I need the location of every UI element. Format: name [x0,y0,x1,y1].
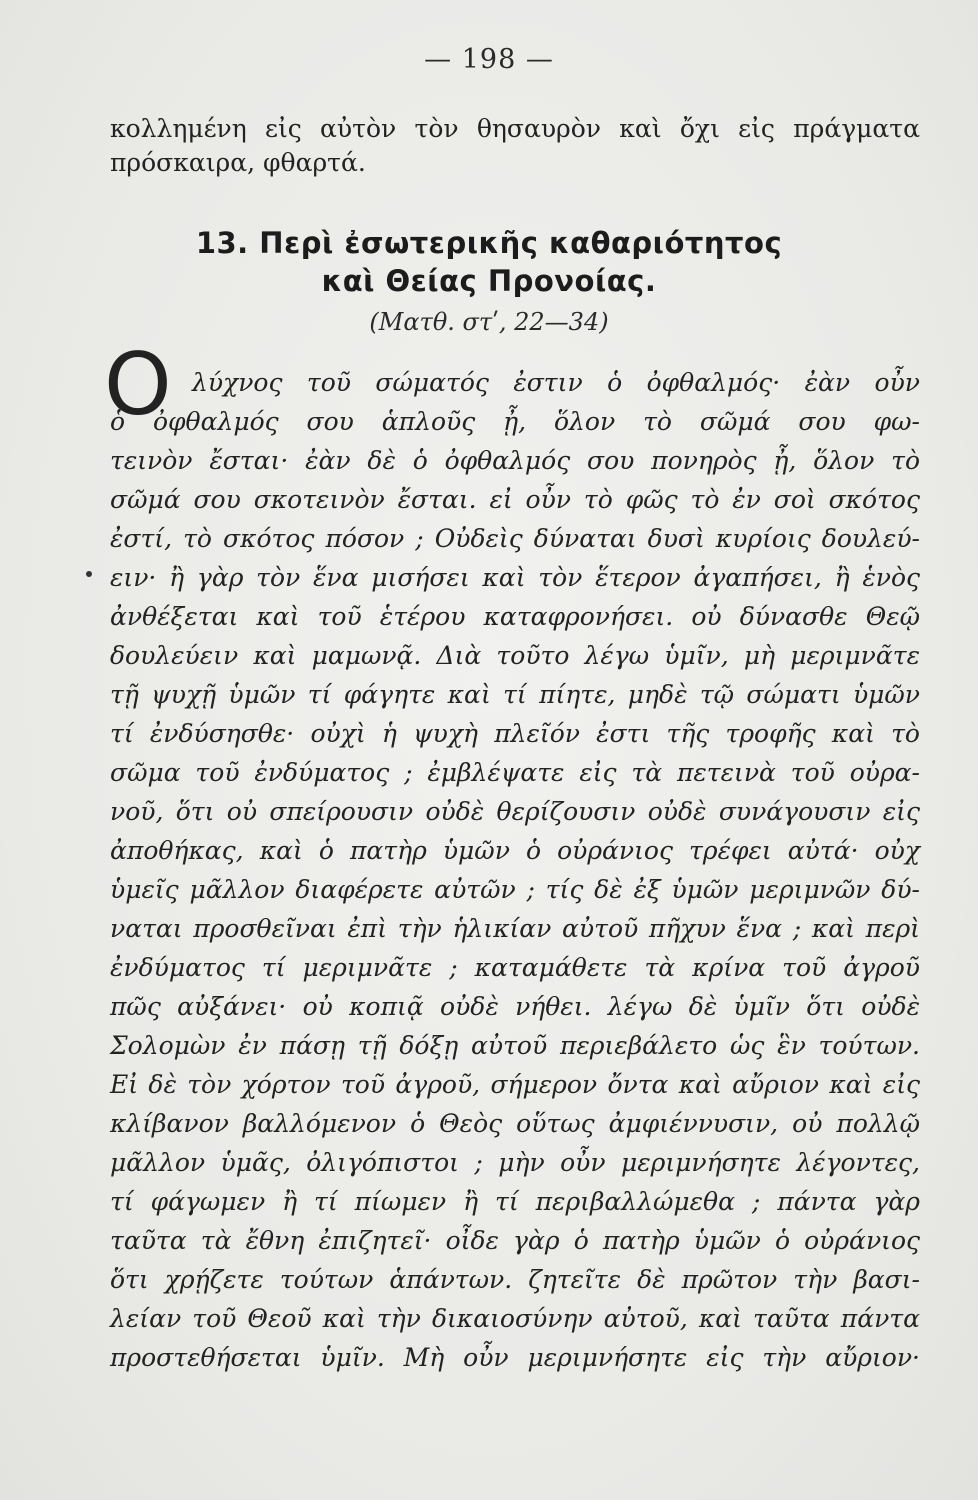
body-line: ταῦτα τὰ ἔθνη ἐπιζητεῖ· οἶδε γὰρ ὁ πατὴρ ὑμῶν ὁ οὐράνιος [110,1226,920,1255]
body-line: τῇ ψυχῇ ὑμῶν τί φάγητε καὶ τί πίητε, μηδὲ τῷ σώματι ὑμῶν [110,680,920,709]
page-number: — 198 — [424,44,554,75]
body-line: ὁ ὀφθαλμός σου ἁπλοῦς ᾖ, ὅλον τὸ σῶμά σου φω- [110,407,920,436]
body-line: σῶμά σου σκοτεινὸν ἔσται. εἰ οὖν τὸ φῶς τὸ ἐν σοὶ σκότος [110,485,920,514]
body-line: σῶμα τοῦ ἐνδύματος ; ἐμβλέψατε εἰς τὰ πετεινὰ τοῦ οὐρα- [110,758,920,787]
continuation-line-1: κολλημένη εἰς αὐτὸν τὸν θησαυρὸν καὶ ὄχι εἰς πράγματα [110,114,920,143]
body-line: Εἰ δὲ τὸν χόρτον τοῦ ἀγροῦ, σήμερον ὄντα καὶ αὔριον καὶ εἰς [110,1070,920,1099]
body-line: ειν· ἢ γὰρ τὸν ἕνα μισήσει καὶ τὸν ἕτερον ἀγαπήσει, ἢ ἑνὸς [110,563,920,592]
body-line: Σολομὼν ἐν πάσῃ τῇ δόξῃ αὐτοῦ περιεβάλετο ὡς ἓν τούτων. [110,1031,920,1060]
body-line: ἀνθέξεται καὶ τοῦ ἑτέρου καταφρονήσει. οὐ δύνασθε Θεῷ [110,602,920,631]
body-line: ὑμεῖς μᾶλλον διαφέρετε αὐτῶν ; τίς δὲ ἐξ ὑμῶν μεριμνῶν δύ- [110,875,920,904]
continuation-line-2: πρόσκαιρα, φθαρτά. [110,148,366,177]
body-line: πῶς αὐξάνει· οὐ κοπιᾷ οὐδὲ νήθει. λέγω δὲ ὑμῖν ὅτι οὐδὲ [110,992,920,1021]
body-line: ἐστί, τὸ σκότος πόσον ; Οὐδεὶς δύναται δυσὶ κυρίοις δουλεύ- [110,524,920,553]
body-line: προστεθήσεται ὑμῖν. Μὴ οὖν μεριμνήσητε εἰς τὴν αὔριον· [110,1343,920,1372]
body-line: τί ἐνδύσησθε· οὐχὶ ἡ ψυχὴ πλεῖόν ἐστι τῆς τροφῆς καὶ τὸ [110,719,920,748]
margin-mark [86,571,92,577]
scripture-reference: (Ματθ. στʹ, 22—34) [369,308,609,336]
body-line: ἐνδύματος τί μεριμνᾶτε ; καταμάθετε τὰ κρίνα τοῦ ἀγροῦ [110,953,920,982]
body-line: μᾶλλον ὑμᾶς, ὀλιγόπιστοι ; μὴν οὖν μεριμνήσητε λέγοντες, [110,1148,920,1177]
section-title-line-2: καὶ Θείας Προνοίας. [321,264,657,298]
body-line: ὅτι χρῄζετε τούτων ἁπάντων. ζητεῖτε δὲ πρῶτον τὴν βασι- [110,1265,920,1294]
drop-cap: Ο [104,335,172,435]
body-line: δουλεύειν καὶ μαμωνᾷ. Διὰ τοῦτο λέγω ὑμῖν, μὴ μεριμνᾶτε [110,641,920,670]
body-line: τί φάγωμεν ἢ τί πίωμεν ἢ τί περιβαλλώμεθα ; πάντα γὰρ [110,1187,920,1216]
body-line: ἀποθήκας, καὶ ὁ πατὴρ ὑμῶν ὁ οὐράνιος τρέφει αὐτά· οὐχ [110,836,920,865]
body-line: ναται προσθεῖναι ἐπὶ τὴν ἡλικίαν αὐτοῦ πῆχυν ἕνα ; καὶ περὶ [110,914,920,943]
body-line: τεινὸν ἔσται· ἐὰν δὲ ὁ ὀφθαλμός σου πονηρὸς ᾖ, ὅλον τὸ [110,446,920,475]
body-line: κλίβανον βαλλόμενον ὁ Θεὸς οὕτως ἀμφιέννυσιν, οὐ πολλῷ [110,1109,920,1138]
section-title-line-1: 13. Περὶ ἐσωτερικῆς καθαριότητος [195,226,783,260]
body-line: λύχνος τοῦ σώματός ἐστιν ὁ ὀφθαλμός· ἐὰν οὖν [192,368,920,397]
body-line: νοῦ, ὅτι οὐ σπείρουσιν οὐδὲ θερίζουσιν οὐδὲ συνάγουσιν εἰς [110,797,920,826]
body-line: λείαν τοῦ Θεοῦ καὶ τὴν δικαιοσύνην αὐτοῦ, καὶ ταῦτα πάντα [110,1304,920,1333]
